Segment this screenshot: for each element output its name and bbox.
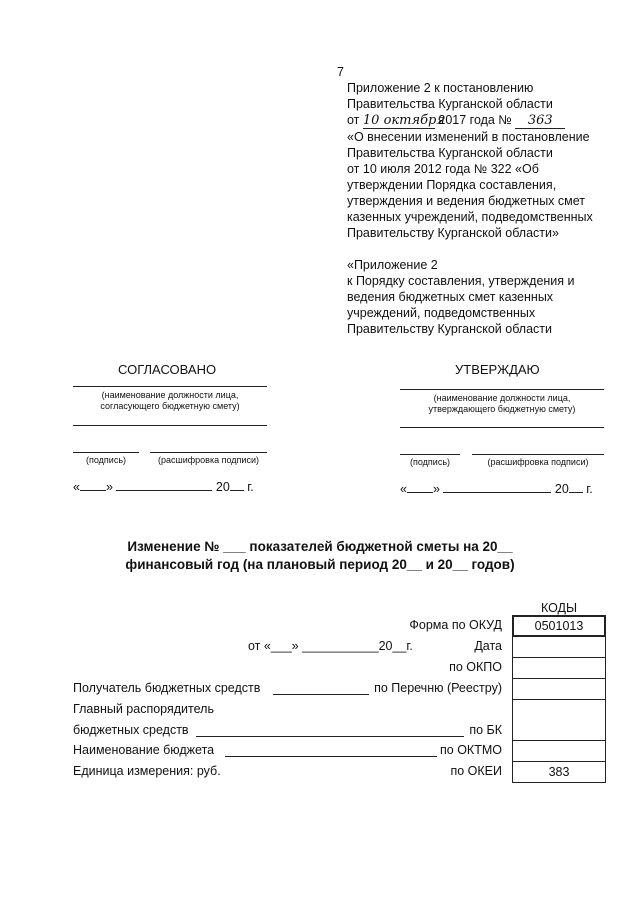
codes-heading: КОДЫ [540, 601, 578, 615]
okpo-code-cell [512, 657, 606, 679]
decode-hint: (расшифровка подписи) [158, 455, 259, 465]
decode-hint: (расшифровка подписи) [487, 457, 589, 467]
bk-code-cell [512, 699, 606, 741]
signature-hint: (подпись) [409, 457, 451, 467]
oktmo-label: по ОКТМО [440, 743, 502, 757]
budget-line[interactable] [225, 756, 437, 757]
signature-hint: (подпись) [85, 455, 127, 465]
header-block [347, 80, 593, 337]
manager-label: бюджетных средств [73, 723, 189, 737]
quote-open: « [73, 480, 80, 494]
registry-label: по Перечню (Реестру) [374, 681, 502, 695]
bk-label: по БК [469, 723, 502, 737]
document-title-line2: финансовый год (на плановый период 20__ и 20__ годов) [125, 557, 515, 572]
handwritten-number: 363 [515, 114, 565, 129]
year: 20 [215, 480, 230, 494]
decode-line [472, 454, 604, 455]
okud-code-cell: 0501013 [512, 615, 606, 637]
okei-label: по ОКЕИ [450, 764, 502, 778]
document-title-line1: Изменение № ___ показателей бюджетной сметы на 20__ [127, 539, 513, 554]
manager-label: Главный распорядитель [73, 702, 214, 716]
appendix-line: Правительству Курганской области [347, 322, 553, 336]
form-date-line: от «___» ___________20__г. [248, 639, 413, 653]
appendix-line: к Порядку составления, утверждения и [347, 274, 575, 288]
header-line: Приложение 2 к постановлению [347, 81, 534, 95]
quote-open: « [400, 482, 407, 496]
date-label: Дата [474, 639, 502, 653]
year-suffix: г. [247, 480, 254, 494]
year: 20 [554, 482, 569, 496]
recipient-label: Получатель бюджетных средств [73, 681, 261, 695]
okpo-label: по ОКПО [449, 660, 502, 674]
header-line: «О внесении изменений в постановление [347, 130, 590, 144]
year-suffix: г. [586, 482, 593, 496]
agreed-heading: СОГЛАСОВАНО [118, 362, 217, 377]
header-line: от 10 июля 2012 года № 322 «Об [347, 162, 539, 176]
quote-close: » [105, 480, 113, 494]
unit-label: Единица измерения: руб. [73, 764, 221, 778]
header-date-line [347, 112, 593, 129]
header-line: казенных учреждений, подведомственных [347, 210, 593, 224]
header-line: утверждения и ведения бюджетных смет [347, 194, 586, 208]
position-hint: утверждающего бюджетную смету) [428, 404, 576, 414]
handwritten-date: 10 октября [362, 113, 445, 128]
position-hint: согласующего бюджетную смету) [100, 401, 240, 411]
header-line: Правительства Курганской области [347, 146, 553, 160]
position-line [73, 386, 267, 387]
oktmo-code-cell [512, 740, 606, 762]
position-line [400, 427, 604, 428]
okei-code-cell: 383 [512, 761, 606, 783]
approval-date [400, 482, 593, 496]
signature-line [73, 452, 139, 453]
manager-line[interactable] [196, 736, 464, 737]
quote-close: » [432, 482, 440, 496]
appendix-line: ведения бюджетных смет казенных [347, 290, 554, 304]
header-line: утверждении Порядка составления, [347, 178, 557, 192]
position-line [400, 389, 604, 390]
position-hint: (наименование должности лица, [433, 393, 571, 403]
approved-heading: УТВЕРЖДАЮ [455, 362, 540, 377]
signature-line [400, 454, 460, 455]
page-number: 7 [337, 65, 344, 79]
position-line [73, 425, 267, 426]
decode-line [150, 452, 267, 453]
position-hint: (наименование должности лица, [101, 390, 239, 400]
date-suffix: 2017 года № [438, 113, 512, 127]
date-code-cell [512, 636, 606, 658]
budget-label: Наименование бюджета [73, 743, 215, 757]
header-line: Правительства Курганской области [347, 97, 553, 111]
appendix-line: «Приложение 2 [347, 258, 438, 272]
okud-label: Форма по ОКУД [409, 618, 502, 632]
approval-date [73, 480, 254, 494]
appendix-line: учреждений, подведомственных [347, 306, 536, 320]
header-line: Правительству Курганской области» [347, 226, 559, 240]
registry-code-cell [512, 678, 606, 700]
date-prefix: от [347, 113, 360, 127]
recipient-line[interactable] [273, 694, 369, 695]
